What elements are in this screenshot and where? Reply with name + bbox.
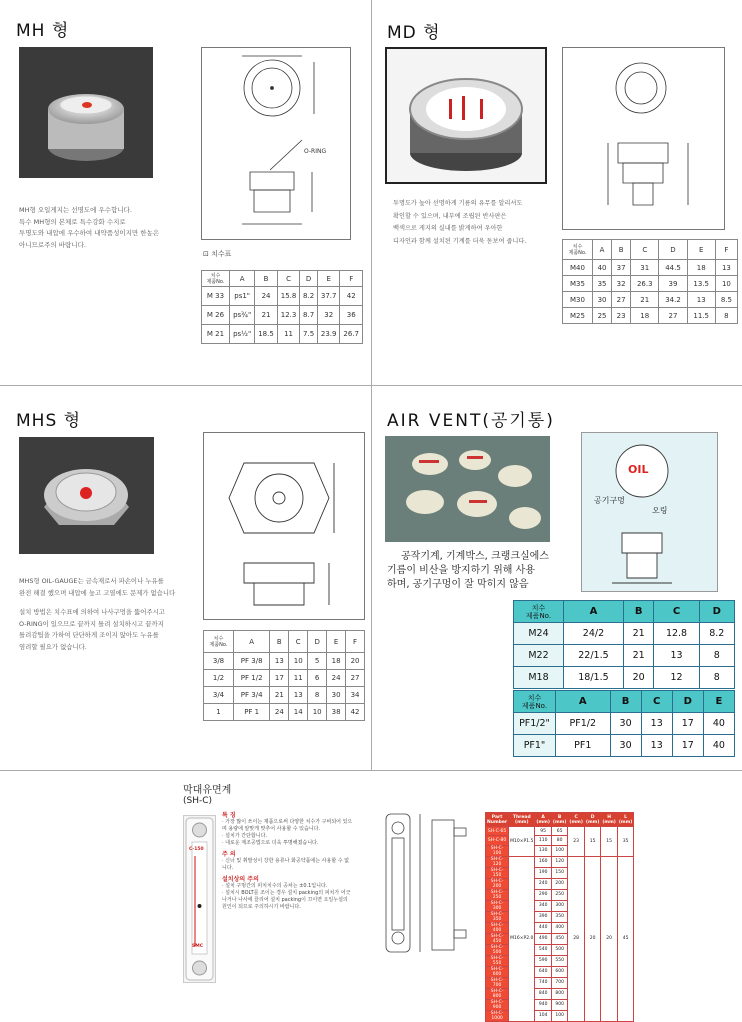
table-row: M22 22/1.5 21 13 8 xyxy=(514,645,735,667)
col-header: A xyxy=(230,271,255,287)
table-row: M 21 ps½" 18.5 11 7.5 23.9 26.7 xyxy=(202,325,363,344)
md-dimension-table xyxy=(562,239,738,324)
md-desc-line: 백색으로 게지의 실내를 밝게하여 우아한 xyxy=(393,225,503,232)
mhs-photo xyxy=(19,437,154,554)
shc-install-line: · 설치 구멍간의 피치치수의 공차는 ±0.1입니다. xyxy=(222,883,328,889)
table-row: M 26 ps¾" 21 12.3 8.7 32 36 xyxy=(202,306,363,325)
shc-spec-table xyxy=(485,812,634,1022)
table-cell: 15 xyxy=(584,827,600,857)
air-photo xyxy=(385,436,550,542)
mhs-desc-line: MHS형 OIL-GAUGE는 금속재로서 파손이나 누유를 xyxy=(19,577,164,585)
md-desc-line: 디자인과 함께 설치된 기계를 더욱 돋보여 줍니다. xyxy=(393,237,527,245)
mhs-desc-line: 틀려감팁을 가하여 단단하게 조이지 않아도 누유를 xyxy=(19,631,159,639)
table-cell: 440 xyxy=(535,922,551,933)
col-header: C xyxy=(631,240,659,260)
table-cell: SH-C-250 xyxy=(486,889,509,900)
table-cell: SH-C-150 xyxy=(486,867,509,878)
table-row: PF1/2" PF1/2 30 13 17 40 xyxy=(514,713,735,735)
col-header: C xyxy=(289,631,308,653)
mh-photo xyxy=(19,47,153,178)
mh-title: MH 형 xyxy=(16,21,70,41)
mh-desc-line: 투명도와 내압에 우수하여 내약품성이지만 한농은 xyxy=(19,229,160,237)
col-header: B xyxy=(610,691,641,713)
col-header: D xyxy=(699,601,734,623)
table-cell: 290 xyxy=(535,889,551,900)
mhs-description-1 xyxy=(19,576,199,599)
shc-gauge-label: C-150 xyxy=(189,847,204,852)
md-photo xyxy=(385,47,547,184)
mh-table-caption: ⊡ 치수표 xyxy=(203,250,232,258)
table-row: 1/2 PF 1/2 17 11 6 24 27 xyxy=(204,670,365,687)
table-row: PF1" PF1 30 13 17 40 xyxy=(514,735,735,757)
table-cell: 100 xyxy=(551,1010,568,1021)
table-cell: SH-C-700 xyxy=(486,977,509,988)
table-cell: 80 xyxy=(551,836,568,845)
mh-desc-line: 아니므로주의 바랍니다. xyxy=(19,240,86,249)
mhs-desc-line: 설치 방법은 치수표에 의하여 나사구멍을 뚫어주시고 xyxy=(19,608,165,616)
table-cell: SH-C-300 xyxy=(486,900,509,911)
table-cell: 28 xyxy=(568,856,585,1021)
table-cell: SH-C-900 xyxy=(486,999,509,1010)
table-cell: SH-C-450 xyxy=(486,933,509,944)
shc-install-heading: 설치상의 주의 xyxy=(222,876,259,883)
shc-feature-line: · 가장 많이 쓰이는 제품으로써 다양한 치수가 구비되어 있으 xyxy=(222,819,353,825)
table-cell: 190 xyxy=(535,867,551,878)
col-header: D xyxy=(300,271,318,287)
table-row: M24 24/2 21 12.8 8.2 xyxy=(514,623,735,645)
col-header: A xyxy=(556,691,611,713)
table-cell: 900 xyxy=(551,999,568,1010)
table-cell: SH-C-80 xyxy=(486,836,509,845)
table-cell: 940 xyxy=(535,999,551,1010)
table-cell: SH-C-800 xyxy=(486,988,509,999)
md-desc-line: 확인할 수 있으며, 내부에 조립된 반사판은 xyxy=(393,212,507,220)
table-cell: M10×P1.5 xyxy=(509,827,535,857)
table-cell: 840 xyxy=(535,988,551,999)
col-header: B (mm) xyxy=(552,814,567,825)
col-header: Thread (mm) xyxy=(509,813,535,827)
mhs-dimension-table xyxy=(203,630,365,721)
md-description xyxy=(393,198,563,248)
mhs-desc-line: 염려할 필요가 없습니다. xyxy=(19,642,87,651)
table-cell: 160 xyxy=(535,856,551,867)
air-logo: OIL xyxy=(628,463,649,476)
shc-title: 막대유면계 xyxy=(183,785,232,796)
table-cell: 700 xyxy=(551,977,568,988)
air-description xyxy=(387,550,587,592)
shc-gauge-photo xyxy=(183,815,216,983)
air-table-2 xyxy=(513,690,735,757)
table-row: M18 18/1.5 20 12 8 xyxy=(514,667,735,689)
table-cell: 500 xyxy=(551,944,568,955)
horizontal-divider-1 xyxy=(0,385,742,386)
col-header: B xyxy=(623,601,654,623)
table-cell: 35 xyxy=(617,827,634,857)
shc-caution-line: 니다. xyxy=(222,865,234,871)
mh-desc-line: MH형 오일게지는 선명도에 우수합니다. xyxy=(19,206,132,214)
col-header: E xyxy=(327,631,346,653)
col-header: E xyxy=(703,691,734,713)
col-header: F xyxy=(346,631,365,653)
table-cell: 390 xyxy=(535,911,551,922)
col-header: C xyxy=(277,271,300,287)
col-header: E xyxy=(687,240,715,260)
table-cell: 100 xyxy=(551,845,568,856)
col-header: A xyxy=(593,240,612,260)
air-hole-label: 공기구멍 xyxy=(594,496,625,505)
table-cell: 110 xyxy=(535,836,551,845)
table-cell: 640 xyxy=(535,966,551,977)
col-header: C xyxy=(654,601,699,623)
table-cell: 20 xyxy=(601,856,617,1021)
shc-subtitle: (SH-C) xyxy=(183,796,213,806)
col-header: D xyxy=(308,631,327,653)
table-cell: 104 xyxy=(535,1010,551,1021)
table-corner: 치수 제품No. xyxy=(202,271,230,287)
col-header: D xyxy=(672,691,703,713)
col-header: L (mm) xyxy=(618,814,633,825)
table-cell: 350 xyxy=(551,911,568,922)
air-desc-line: 공작기계, 기계박스, 크랭크실에스 xyxy=(401,551,549,562)
mhs-drawing xyxy=(203,432,365,620)
table-cell: 20 xyxy=(584,856,600,1021)
table-row: M25 25 23 18 27 11.5 8 xyxy=(563,308,738,324)
table-cell: SH-C-1000 xyxy=(486,1010,509,1021)
table-cell: 240 xyxy=(535,878,551,889)
col-header: F xyxy=(340,271,363,287)
table-cell: 450 xyxy=(551,933,568,944)
table-cell: 150 xyxy=(551,867,568,878)
table-cell: SH-C-550 xyxy=(486,955,509,966)
table-cell: 800 xyxy=(551,988,568,999)
table-cell: 65 xyxy=(551,827,568,836)
table-row: M40 40 37 31 44.5 18 13 xyxy=(563,260,738,276)
shc-feature-line: 며 용량에 알맞게 맞추어 사용할 수 있습니다. xyxy=(222,826,321,832)
air-drawing xyxy=(581,432,718,592)
air-title: AIR VENT(공기통) xyxy=(387,411,555,431)
table-corner: 치수 제품No. xyxy=(204,631,234,653)
table-cell: SH-C-350 xyxy=(486,911,509,922)
table-cell: 740 xyxy=(535,977,551,988)
table-row: M30 30 27 21 34.2 13 8.5 xyxy=(563,292,738,308)
col-header: B xyxy=(612,240,631,260)
table-cell: SH-C-65 xyxy=(486,827,509,836)
mhs-title: MHS 형 xyxy=(16,411,82,431)
shc-feature-line: · 설치가 간단합니다. xyxy=(222,833,267,839)
table-cell: SH-C-200 xyxy=(486,878,509,889)
table-row: M 33 ps1" 24 15.8 8.2 37.7 42 xyxy=(202,287,363,306)
air-desc-line: 하며, 공기구멍이 잘 막히지 않음 xyxy=(387,579,529,590)
table-cell: 400 xyxy=(551,922,568,933)
table-corner: 치수 제품No. xyxy=(563,240,593,260)
col-header: A (mm) xyxy=(536,814,550,825)
shc-caution-heading: 주 의 xyxy=(222,851,236,858)
shc-install-line: · 설치시 BOLT를 조이는 경우 설치 packing의 피치가 어긋 xyxy=(222,890,351,896)
shc-table-body xyxy=(486,827,634,1022)
shc-feature-line: · 내로운 제조공법으로 더욱 투명해졌습니다. xyxy=(222,840,319,846)
shc-drawing xyxy=(380,800,480,975)
table-cell: M16×P2.0 xyxy=(509,856,535,1021)
table-corner: 치수 제품No. xyxy=(514,691,556,713)
table-cell: 340 xyxy=(535,900,551,911)
table-cell: 95 xyxy=(535,827,551,836)
table-cell: 590 xyxy=(535,955,551,966)
col-header: F xyxy=(715,240,737,260)
horizontal-divider-2 xyxy=(0,770,742,771)
table-row xyxy=(486,856,634,867)
mh-desc-line: 특수 MH형의 본체로 특수강화 수지로 xyxy=(19,217,126,226)
table-cell: 540 xyxy=(535,944,551,955)
table-cell: 300 xyxy=(551,900,568,911)
shc-caution-line: · 신너 및 휘발성이 강한 용류나 화공약품에는 사용할 수 없 xyxy=(222,858,349,864)
md-desc-line: 투명도가 높아 선명하게 기름의 유무를 알리셔도 xyxy=(393,200,523,207)
mh-dimension-table xyxy=(201,270,363,344)
table-cell: 200 xyxy=(551,878,568,889)
mh-drawing xyxy=(201,47,351,240)
air-desc-line: 기름이 비산을 방지하기 위해 사용 xyxy=(387,565,535,576)
col-header: H (mm) xyxy=(602,814,616,825)
md-drawing xyxy=(562,47,725,230)
table-row: 3/8 PF 3/8 13 10 5 18 20 xyxy=(204,653,365,670)
table-cell: 15 xyxy=(601,827,617,857)
table-row: 3/4 PF 3/4 21 13 8 30 34 xyxy=(204,687,365,704)
shc-install-line: 나거나 나사에 끌리어 설치 packing이 끄이면 오일누설의 xyxy=(222,897,348,903)
col-header: B xyxy=(255,271,278,287)
col-header: B xyxy=(270,631,289,653)
table-cell: 250 xyxy=(551,889,568,900)
table-cell: SH-C-500 xyxy=(486,944,509,955)
mhs-desc-line: 완전 해결 했으며 내압에 높고 고열에도 문제가 없습니다 xyxy=(19,588,176,597)
table-cell: SH-C-100 xyxy=(486,845,509,856)
table-cell: SH-C-400 xyxy=(486,922,509,933)
table-cell: SH-C-600 xyxy=(486,966,509,977)
mhs-description-2 xyxy=(19,607,199,653)
table-row: 1 PF 1 24 14 10 38 42 xyxy=(204,704,365,721)
table-corner: 치수 제품No. xyxy=(514,601,564,623)
md-title: MD 형 xyxy=(387,23,441,43)
table-cell: 45 xyxy=(617,856,634,1021)
table-cell: 600 xyxy=(551,966,568,977)
table-cell: 490 xyxy=(535,933,551,944)
col-header: D (mm) xyxy=(585,814,600,825)
col-header: A xyxy=(564,601,624,623)
col-header: Part Number xyxy=(487,814,508,825)
mh-description xyxy=(19,205,209,251)
air-oring-label: 오링 xyxy=(652,506,668,515)
table-cell: 550 xyxy=(551,955,568,966)
col-header: A xyxy=(234,631,270,653)
table-cell: 130 xyxy=(535,845,551,856)
table-cell: 120 xyxy=(551,856,568,867)
col-header: E xyxy=(317,271,340,287)
mhs-desc-line: O-RING이 있으므로 끝까지 틀려 설치하시고 끝까지 xyxy=(19,619,164,628)
table-row xyxy=(486,827,634,836)
shc-brand: SMC xyxy=(192,944,204,949)
table-cell: SH-C-120 xyxy=(486,856,509,867)
shc-install-line: 원인이 되므로 주의하시기 바랍니다. xyxy=(222,904,301,910)
col-header: C (mm) xyxy=(569,814,583,825)
table-row: M35 35 32 26.3 39 13.5 10 xyxy=(563,276,738,292)
col-header: D xyxy=(659,240,687,260)
shc-notes xyxy=(222,812,372,911)
table-cell: 23 xyxy=(568,827,585,857)
col-header: C xyxy=(641,691,672,713)
air-table-1 xyxy=(513,600,735,689)
mh-oring-label: O-RING xyxy=(304,148,327,155)
shc-feature-heading: 특 징 xyxy=(222,812,236,819)
